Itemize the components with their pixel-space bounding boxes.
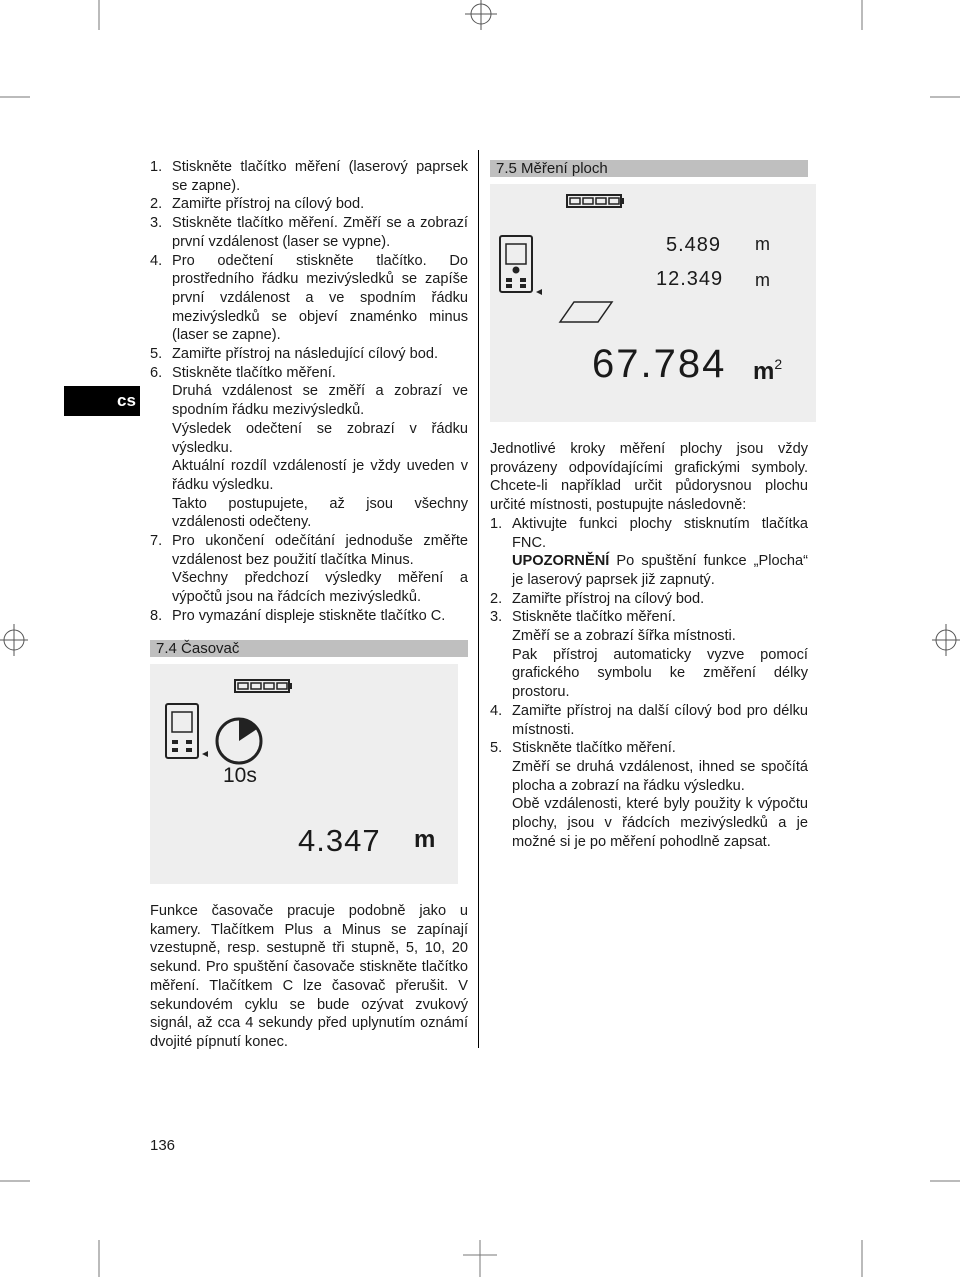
area-line2-unit: m bbox=[755, 270, 770, 290]
list-item: 6. Stiskněte tlačítko měření. bbox=[150, 364, 336, 381]
area-result-value: 67.784 bbox=[592, 342, 727, 386]
step-detail: Výsledek odečtení se zobrazí v řádku výsledku. bbox=[172, 420, 468, 456]
language-tab: cs bbox=[64, 386, 140, 416]
timer-result-value: 4.347 bbox=[298, 823, 381, 858]
list-item: 4. Zamiřte přístroj na další cílový bod pro délku místnosti. bbox=[490, 702, 808, 738]
note-text: Po spuštění funkce „Plocha“ je laserový paprsek již zapnutý. bbox=[512, 553, 808, 588]
timer-body bbox=[150, 902, 468, 1052]
list-item: 5. Zamiřte přístroj na následující cílový bod. bbox=[150, 346, 439, 363]
list-item: 1. Stiskněte tlačítko měření (laserový paprsek se zapne). bbox=[150, 159, 468, 194]
list-item: 7. Pro ukončení odečítání jednoduše změřte vzdálenost bez použití tlačítka Minus. bbox=[150, 533, 468, 568]
step-detail: Druhá vzdálenost se změří a zobrazí ve spodním řádku mezivýsledků. bbox=[172, 383, 468, 419]
area-result-unit-base: m bbox=[753, 358, 775, 385]
note bbox=[490, 552, 808, 589]
list-item: 1. Aktivujte funkci plochy stisknutím tlačítka FNC. bbox=[490, 515, 808, 551]
left-steps bbox=[150, 158, 468, 626]
timer-value: 10s bbox=[223, 764, 257, 787]
right-content bbox=[490, 440, 808, 851]
note-label: UPOZORNĚNÍ bbox=[512, 553, 610, 570]
step-detail: Pak přístroj automaticky vyzve pomocí grafického symbolu ke změření délky prostoru. bbox=[512, 646, 808, 701]
page-number: 136 bbox=[150, 1137, 176, 1154]
list-item: 4. Pro odečtení stiskněte tlačítko. Do prostředního řádku mezivýsledků se zapíše první vzdálenost a ve spodním řádku mezivýsledků se objeví znaménko minus (laser se zapne). bbox=[150, 252, 468, 344]
timer-result-unit: m bbox=[414, 826, 436, 853]
battery-icon bbox=[566, 194, 626, 208]
list-item: 3. Stiskněte tlačítko měření. bbox=[490, 609, 676, 626]
timer-display-panel bbox=[150, 664, 458, 884]
step-detail: Změří se a zobrazí šířka místnosti. bbox=[512, 628, 736, 645]
timer-icon bbox=[214, 716, 264, 766]
timer-paragraph: Funkce časovače pracuje podobně jako u kamery. Tlačítkem Plus a Minus se zapínají vzestupně, resp. sestupně tři stupně, 5, 10, 20 sekund. Pro spuštění časovače stiskněte tlačítko měření. Tlačítkem C lze časovač přerušit. V sekundovém cyklu se bude ozývat zvukový signál, až cca 4 sekundy před uplynutím oznámí dvojité pípnutí konec. bbox=[150, 903, 468, 1050]
device-icon bbox=[498, 234, 544, 296]
column-divider bbox=[478, 150, 479, 1048]
step-detail: Obě vzdálenosti, které byly použity k výpočtu plochy, jsou v řádcích mezivýsledků a je možné si je po měření pohodlně zapsat. bbox=[512, 796, 808, 850]
list-item: 5. Stiskněte tlačítko měření. bbox=[490, 740, 676, 757]
area-icon bbox=[558, 300, 614, 324]
step-detail: Aktuální rozdíl vzdáleností je vždy uveden v řádku výsledku. bbox=[172, 458, 468, 493]
area-display-panel bbox=[490, 184, 816, 422]
list-item: 2. Zamiřte přístroj na cílový bod. bbox=[490, 590, 705, 607]
area-result-unit-exp: 2 bbox=[774, 356, 783, 372]
list-item: 8. Pro vymazání displeje stiskněte tlačítko C. bbox=[150, 607, 446, 624]
step-detail: Takto postupujete, až jsou všechny vzdálenosti odečteny. bbox=[172, 495, 468, 531]
list-item: 2. Zamiřte přístroj na cílový bod. bbox=[150, 196, 365, 213]
area-result-unit bbox=[753, 356, 782, 386]
step-detail: Změří se druhá vzdálenost, ihned se spočítá plocha a zobrazí na řádku výsledku. bbox=[512, 758, 808, 794]
device-icon bbox=[164, 702, 210, 762]
area-line2-value: 12.349 bbox=[656, 268, 724, 290]
area-line1-unit: m bbox=[755, 234, 770, 254]
area-intro: Jednotlivé kroky měření plochy jsou vždy provázeny odpovídajícími grafickými symboly. Chcete-li například určit půdorysnou plochu určité místnosti, postupujte následovně: bbox=[490, 441, 808, 514]
area-line1-value: 5.489 bbox=[666, 234, 722, 256]
battery-icon bbox=[234, 679, 294, 693]
section-title-area: 7.5 Měření ploch bbox=[490, 160, 808, 177]
list-item: 3. Stiskněte tlačítko měření. Změří se a zobrazí první vzdálenost (laser se vypne). bbox=[150, 215, 468, 250]
step-detail: Všechny předchozí výsledky měření a výpočtů jsou na řádcích mezivýsledků. bbox=[172, 570, 468, 606]
section-title-timer: 7.4 Časovač bbox=[150, 640, 468, 657]
